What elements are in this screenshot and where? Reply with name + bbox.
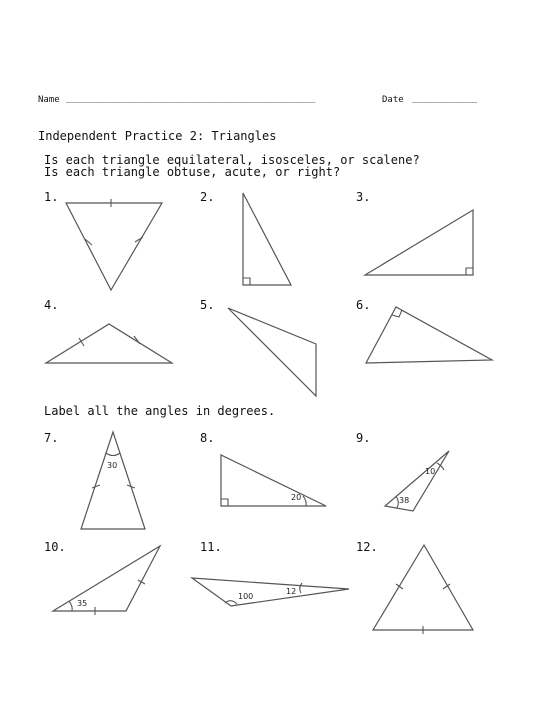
- triangle-4: [46, 324, 172, 363]
- angle-label-11a: 100: [238, 592, 254, 601]
- date-label: Date: [382, 95, 404, 105]
- problem-number-3: 3.: [356, 190, 371, 204]
- problem-number-11: 11.: [200, 540, 222, 554]
- triangle-3: [365, 210, 473, 275]
- worksheet-title: Independent Practice 2: Triangles: [38, 129, 277, 143]
- name-label: Name: [38, 95, 60, 105]
- angle-label-9a: 10: [425, 467, 436, 476]
- instruction-label-angles: Label all the angles in degrees.: [44, 404, 276, 418]
- triangle-6: [366, 307, 492, 363]
- angle-label-7: 30: [107, 461, 118, 470]
- problem-number-9: 9.: [356, 431, 371, 445]
- problem-number-2: 2.: [200, 190, 215, 204]
- triangle-10: [53, 546, 160, 615]
- angle-label-11b: 12: [286, 587, 297, 596]
- triangle-2: [243, 193, 291, 285]
- triangle-9: [385, 451, 449, 511]
- problem-number-4: 4.: [44, 298, 59, 312]
- problem-number-7: 7.: [44, 431, 59, 445]
- problem-number-12: 12.: [356, 540, 378, 554]
- name-blank[interactable]: ______________________________________________: [66, 94, 316, 104]
- problem-number-1: 1.: [44, 190, 59, 204]
- problem-number-10: 10.: [44, 540, 66, 554]
- triangle-11: [192, 578, 349, 606]
- triangle-8: [221, 455, 326, 506]
- instruction-line-2: Is each triangle obtuse, acute, or right?: [44, 165, 341, 179]
- triangle-7: [81, 432, 145, 529]
- problem-number-6: 6.: [356, 298, 371, 312]
- problem-number-8: 8.: [200, 431, 215, 445]
- date-blank[interactable]: ____________: [412, 94, 478, 104]
- triangle-5: [228, 308, 316, 396]
- instruction-line-1: Is each triangle equilateral, isosceles, or scalene?: [44, 153, 420, 167]
- angle-label-9b: 38: [399, 496, 410, 505]
- angle-label-10: 35: [77, 599, 88, 608]
- angle-label-8: 20: [291, 493, 302, 502]
- triangle-12: [373, 545, 473, 634]
- problem-number-5: 5.: [200, 298, 215, 312]
- triangle-1: [66, 199, 162, 290]
